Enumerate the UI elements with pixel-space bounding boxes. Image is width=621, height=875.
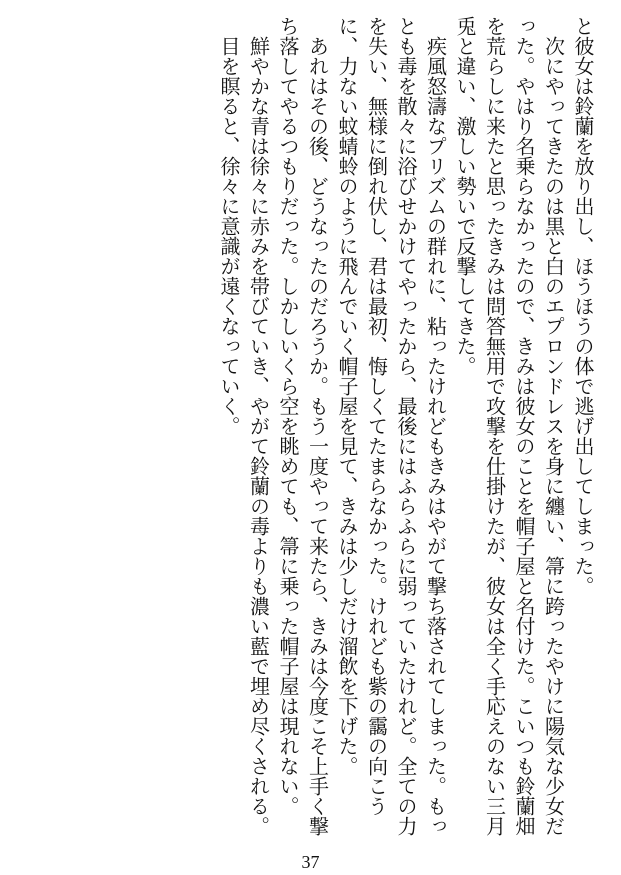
paragraph-1: と彼女は鈴蘭を放り出し、ほうほうの体で逃げ出してしまった。 bbox=[571, 16, 595, 596]
paragraph-6: 目を瞑ると、徐々に意識が遠くなっていく。 bbox=[217, 36, 241, 436]
page-number: 37 bbox=[301, 852, 320, 872]
vertical-text-body bbox=[17, 16, 597, 836]
paragraph-2: 次にやってきたのは黒と白のエプロンドレスを身に纏い、箒に跨ったやけに陽気な少女だった。やはり名乗らなかったので、きみは彼女のことを帽子屋と名付けた。こいつも鈴蘭畑を荒らしに来たと思ったきみは問答無用で攻撃を仕掛けたが、彼女は全く手応えのない三月兎と違い、激しい勢いで反撃してきた。 bbox=[453, 16, 566, 836]
paragraph-5: 鮮やかな青は徐々に赤みを帯びていき、やがて鈴蘭の毒よりも濃い藍で埋め尽くされる。 bbox=[246, 36, 271, 836]
paragraph-3: 疾風怒濤なプリズムの群れに、粘ったけれどもきみはやがて撃ち落されてしまった。もっとも毒を散々に浴びせかけてやったから、最後にはふらふらに弱っていたけれど。全ての力を失い、無様に倒れ伏し、君は最初、悔しくてたまらなかった。けれども紫の靄の向こうに、力ない蚊蜻蛉のように飛んでいく帽子屋を見て、きみは少しだけ溜飲を下げた。 bbox=[335, 16, 448, 836]
paragraph-4: あれはその後、どうなったのだろうか。もう一度やって来たら、きみは今度こそ上手く撃ち落してやるつもりだった。しかしいくら空を眺めても、箒に乗った帽子屋は現れない。 bbox=[276, 16, 330, 836]
